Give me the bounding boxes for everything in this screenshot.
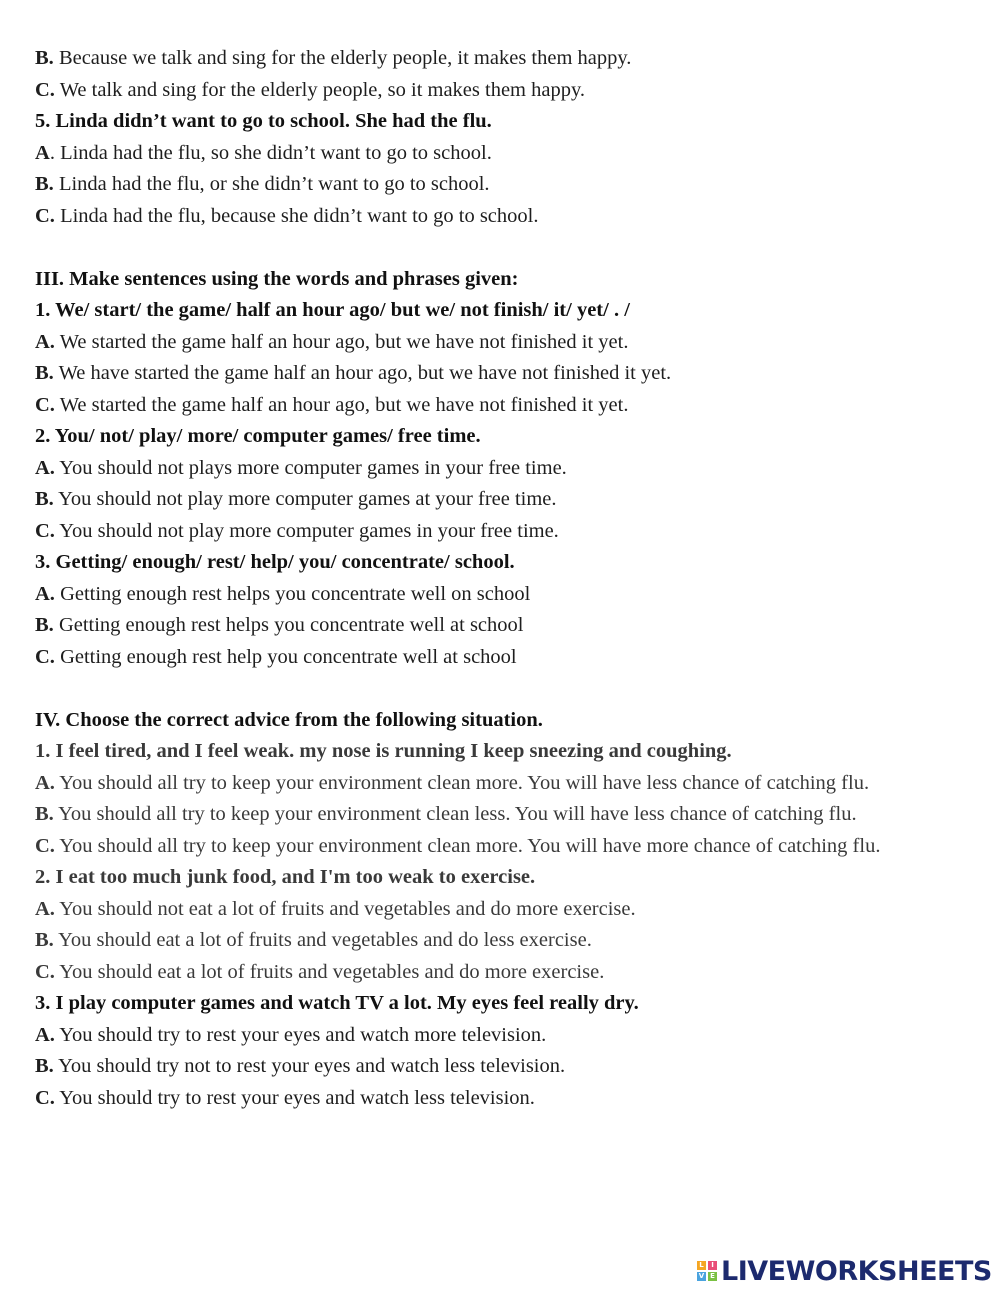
option-text: We started the game half an hour ago, but we have not finished it yet.: [54, 330, 629, 353]
answer-option: [35, 1051, 980, 1083]
answer-option: [35, 75, 980, 107]
option-text: Getting enough rest helps you concentrate well at school: [53, 614, 524, 636]
logo-text: LIVEWORKSHEETS: [721, 1255, 992, 1287]
answer-option: [35, 1020, 980, 1052]
logo-tile-i: I: [708, 1261, 717, 1270]
liveworksheets-logo: [697, 1254, 992, 1288]
option-letter: A.: [35, 456, 55, 479]
option-text: We started the game half an hour ago, but we have not finished it yet.: [54, 393, 629, 416]
question-line: 2. I eat too much junk food, and I'm too weak to exercise.: [35, 866, 536, 888]
question-line: 1. I feel tired, and I feel weak. my nose is running I keep sneezing and coughing.: [35, 740, 732, 762]
option-text: You should try to rest your eyes and watch more television.: [54, 1023, 547, 1046]
option-letter: C.: [35, 645, 55, 668]
option-text: You should not plays more computer games in your free time.: [54, 456, 567, 479]
option-text: . Linda had the flu, so she didn’t want to go to school.: [49, 141, 492, 164]
option-letter: C.: [35, 78, 55, 101]
answer-option: [35, 484, 980, 516]
answer-option: [35, 925, 980, 957]
option-letter: C.: [35, 519, 55, 542]
blank-line: [35, 232, 980, 264]
option-letter: C.: [35, 204, 55, 227]
question-line: 5. Linda didn’t want to go to school. She had the flu.: [35, 110, 492, 132]
option-letter: A.: [35, 330, 55, 353]
option-letter: B.: [35, 173, 54, 195]
option-text: You should try to rest your eyes and watch less television.: [54, 1086, 535, 1109]
question-line: 1. We/ start/ the game/ half an hour ago/ but we/ not finish/ it/ yet/ . /: [35, 299, 630, 321]
answer-option: [35, 579, 980, 611]
answer-option: [35, 894, 980, 926]
answer-option: [35, 138, 980, 170]
answer-option: [35, 642, 980, 674]
option-letter: A.: [35, 771, 55, 794]
answer-option: [35, 390, 980, 422]
answer-option: [35, 327, 980, 359]
section-heading: III. Make sentences using the words and phrases given:: [35, 267, 519, 290]
answer-option: [35, 453, 980, 485]
answer-option: [35, 799, 980, 831]
question-line: 2. You/ not/ play/ more/ computer games/ free time.: [35, 425, 481, 447]
option-letter: B.: [35, 47, 54, 69]
option-text: You should not play more computer games at your free time.: [53, 488, 557, 510]
option-text: You should not eat a lot of fruits and vegetables and do more exercise.: [54, 897, 636, 920]
logo-tile-v: V: [698, 1272, 705, 1280]
worksheet-page: [35, 43, 980, 1114]
answer-option: [35, 201, 980, 233]
question-line: 3. I play computer games and watch TV a lot. My eyes feel really dry.: [35, 992, 639, 1014]
option-letter: A.: [35, 1023, 55, 1046]
answer-option: [35, 516, 980, 548]
option-letter: B.: [35, 1055, 54, 1077]
option-letter: B.: [35, 614, 54, 636]
answer-option: [35, 43, 980, 75]
answer-option: [35, 169, 980, 201]
option-letter: B.: [35, 488, 54, 510]
option-text: Linda had the flu, because she didn’t want to go to school.: [54, 204, 539, 227]
answer-option: [35, 957, 980, 989]
option-letter: B.: [35, 362, 54, 384]
logo-grid-icon: [697, 1261, 717, 1281]
option-text: You should eat a lot of fruits and vegetables and do more exercise.: [54, 960, 605, 983]
option-text: You should all try to keep your environment clean more. You will have less chance of catching flu.: [54, 771, 870, 794]
option-text: Linda had the flu, or she didn’t want to go to school.: [53, 173, 490, 195]
option-letter: B.: [35, 929, 54, 951]
option-text: Getting enough rest help you concentrate well at school: [54, 645, 517, 668]
answer-option: [35, 610, 980, 642]
answer-option: [35, 1083, 980, 1115]
option-letter: C.: [35, 1086, 55, 1109]
section-heading: IV. Choose the correct advice from the following situation.: [35, 708, 543, 731]
logo-tile-e: E: [708, 1272, 717, 1281]
question-line: 3. Getting/ enough/ rest/ help/ you/ concentrate/ school.: [35, 551, 515, 573]
option-letter: A.: [35, 582, 55, 605]
logo-tile-l: L: [697, 1261, 706, 1270]
answer-option: [35, 831, 980, 863]
option-letter: C.: [35, 834, 55, 857]
option-text: We talk and sing for the elderly people, so it makes them happy.: [54, 78, 586, 101]
option-letter: A: [35, 141, 50, 164]
option-text: You should eat a lot of fruits and vegetables and do less exercise.: [53, 929, 592, 951]
option-letter: A.: [35, 897, 55, 920]
option-text: Because we talk and sing for the elderly people, it makes them happy.: [53, 47, 632, 69]
option-letter: C.: [35, 393, 55, 416]
option-text: You should try not to rest your eyes and watch less television.: [53, 1055, 566, 1077]
option-text: You should all try to keep your environment clean less. You will have less chance of catching flu.: [53, 803, 857, 825]
option-letter: B.: [35, 803, 54, 825]
option-text: You should not play more computer games in your free time.: [54, 519, 559, 542]
option-letter: C.: [35, 960, 55, 983]
blank-line: [35, 673, 980, 705]
option-text: We have started the game half an hour ago, but we have not finished it yet.: [53, 362, 672, 384]
answer-option: [35, 768, 980, 800]
option-text: Getting enough rest helps you concentrate well on school: [54, 582, 531, 605]
answer-option: [35, 358, 980, 390]
option-text: You should all try to keep your environment clean more. You will have more chance of catching flu.: [54, 834, 881, 857]
